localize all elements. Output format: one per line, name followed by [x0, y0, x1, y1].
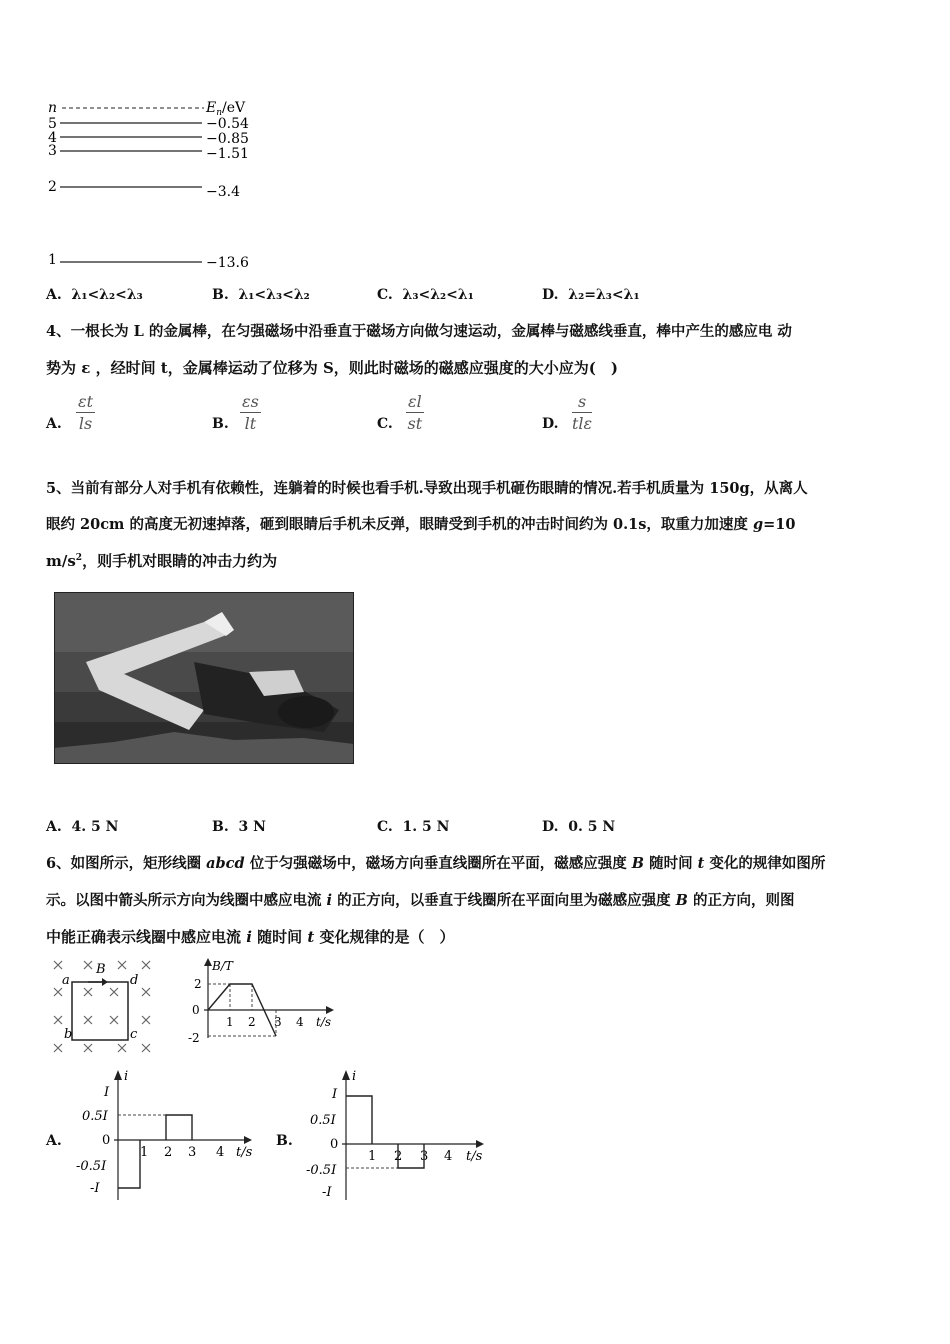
vertex-a-label: a [62, 973, 70, 988]
q6-option-a-graph[interactable] [74, 1066, 264, 1206]
q6-option-b-graph[interactable] [302, 1066, 492, 1206]
field-B-label: B [96, 962, 106, 977]
q6-option-a-letter[interactable]: A. [46, 1133, 62, 1149]
q6-stem-line1: 6、如图所示，矩形线圈 abcd 位于匀强磁场中，磁场方向垂直线圈所在平面，磁感应强度 B 随时间 t 变化的规律如图所 [46, 855, 826, 872]
a-y-axis-label: i [124, 1069, 129, 1084]
b-xtick-4: 4 [444, 1149, 453, 1164]
q3-option-d[interactable]: D. λ₂=λ₃<λ₁ [542, 287, 640, 303]
bt-xtick-4: 4 [296, 1015, 304, 1029]
b-ytick-negI: -I [322, 1185, 332, 1200]
energy-level-1 [48, 252, 249, 271]
b-ytick-0: 0 [330, 1137, 339, 1152]
q3-option-c[interactable]: C. λ₃<λ₂<λ₁ [377, 287, 474, 303]
q5-option-d[interactable]: D. 0. 5 N [542, 819, 616, 835]
q4-option-b-fraction[interactable]: $\frac{\varepsilon s}{lt}$ [242, 392, 259, 433]
energy-level-diagram [40, 96, 280, 276]
a-current-segment-1 [118, 1140, 140, 1188]
phone-dropping-photo [54, 592, 354, 764]
q4-option-b-letter[interactable]: B. [212, 416, 229, 432]
bt-y-axis-label: B/T [212, 959, 233, 973]
bt-x-axis-label: t/s [316, 1015, 332, 1029]
energy-level-2 [48, 179, 240, 200]
q4-option-a-fraction[interactable]: $\frac{\varepsilon t}{ls}$ [78, 392, 94, 433]
energy-level-3 [48, 143, 249, 162]
b-xtick-1: 1 [368, 1149, 377, 1164]
q3-option-a[interactable]: A. λ₁<λ₂<λ₃ [46, 287, 143, 303]
b-xtick-2: 2 [394, 1149, 403, 1164]
bt-ytick-2: 2 [194, 977, 202, 991]
svg-text:−0.54: −0.54 [206, 116, 249, 132]
q5-option-c[interactable]: C. 1. 5 N [377, 819, 450, 835]
q3-option-b[interactable]: B. λ₁<λ₃<λ₂ [212, 287, 310, 303]
svg-text:2: 2 [48, 179, 57, 195]
q4-option-d-fraction[interactable]: s tlε [572, 392, 593, 433]
svg-text:5: 5 [48, 116, 57, 132]
vertex-d-label: d [130, 973, 139, 988]
bt-xtick-3: 3 [274, 1015, 282, 1029]
bt-xtick-1: 1 [226, 1015, 234, 1029]
q5-stem-line1: 5、当前有部分人对手机有依赖性，连躺着的时候也看手机.导致出现手机砸伤眼睛的情况.若手机质量为 150g，从离人 [46, 480, 808, 497]
svg-text:1: 1 [48, 252, 57, 268]
current-direction-arrow [102, 978, 108, 986]
svg-text:−1.51: −1.51 [206, 146, 249, 162]
q5-option-b[interactable]: B. 3 N [212, 819, 266, 835]
q4-option-c-letter[interactable]: C. [377, 416, 393, 432]
q5-stem-line3: $m/s^2$，则手机对眼睛的冲击力约为 [46, 552, 278, 570]
bt-ytick-0: 0 [192, 1003, 200, 1017]
a-current-segment-2 [166, 1115, 192, 1140]
a-ytick-I: I [104, 1085, 110, 1100]
q4-option-c-fraction[interactable]: $\frac{\varepsilon l}{st}$ [407, 392, 423, 433]
a-ytick-0: 0 [102, 1133, 111, 1148]
b-y-axis-label: i [352, 1069, 357, 1084]
energy-level-5 [48, 116, 249, 132]
a-x-axis-label: t/s [236, 1145, 253, 1160]
q5-option-a[interactable]: A. 4. 5 N [46, 819, 119, 835]
q6-stem-line2: 示。以图中箭头所示方向为线圈中感应电流 i 的正方向，以垂直于线圈所在平面向里为磁感应强度 B 的正方向，则图 [46, 892, 795, 909]
svg-text:−0.85: −0.85 [206, 131, 249, 147]
n-label: n [48, 100, 58, 116]
energy-level-4 [48, 130, 249, 147]
a-ytick-0.5I: 0.5I [82, 1109, 108, 1124]
vertex-c-label: c [130, 1027, 138, 1042]
q4-stem-line2: 势为 ε ，经时间 t，金属棒运动了位移为 S，则此时磁场的磁感应强度的大小应为( ) [46, 359, 618, 377]
q6-stem-line3: 中能正确表示线圈中感应电流 i 随时间 t 变化规律的是（ ） [46, 928, 455, 946]
energy-axis-label: $E_n/eV$ [206, 100, 246, 118]
b-t-graph [182, 954, 338, 1046]
svg-text:4: 4 [48, 130, 57, 146]
bt-xtick-2: 2 [248, 1015, 256, 1029]
q6-option-b-letter[interactable]: B. [276, 1133, 293, 1149]
a-ytick-neg0.5I: -0.5I [76, 1159, 107, 1174]
b-xtick-3: 3 [420, 1149, 429, 1164]
b-current-segment-1 [346, 1096, 372, 1144]
a-ytick-negI: -I [90, 1181, 100, 1196]
q5-stem-line2: 眼约 20cm 的高度无初速掉落，砸到眼睛后手机未反弹，眼睛受到手机的冲击时间约为 0.1s，取重力加速度 g=10 [46, 516, 796, 533]
coil-rectangle [72, 982, 128, 1040]
a-xtick-2: 2 [164, 1145, 173, 1160]
bt-ytick-neg2: -2 [188, 1031, 200, 1045]
svg-text:−13.6: −13.6 [206, 255, 249, 271]
b-x-axis-label: t/s [466, 1149, 483, 1164]
coil-in-magnetic-field-diagram [44, 956, 164, 1060]
q4-option-a-letter[interactable]: A. [46, 416, 62, 432]
b-ytick-0.5I: 0.5I [310, 1113, 336, 1128]
vertex-b-label: b [64, 1027, 73, 1042]
b-ytick-I: I [332, 1087, 338, 1102]
q4-option-d-letter[interactable]: D. [542, 416, 559, 432]
a-xtick-1: 1 [140, 1145, 149, 1160]
a-xtick-3: 3 [188, 1145, 197, 1160]
svg-text:3: 3 [48, 143, 57, 159]
svg-text:−3.4: −3.4 [206, 184, 240, 200]
b-ytick-neg0.5I: -0.5I [306, 1163, 337, 1178]
a-xtick-4: 4 [216, 1145, 225, 1160]
q4-stem-line1: 4、一根长为 L 的金属棒，在匀强磁场中沿垂直于磁场方向做匀速运动，金属棒与磁感线垂直，棒中产生的感应电 动 [46, 323, 792, 340]
